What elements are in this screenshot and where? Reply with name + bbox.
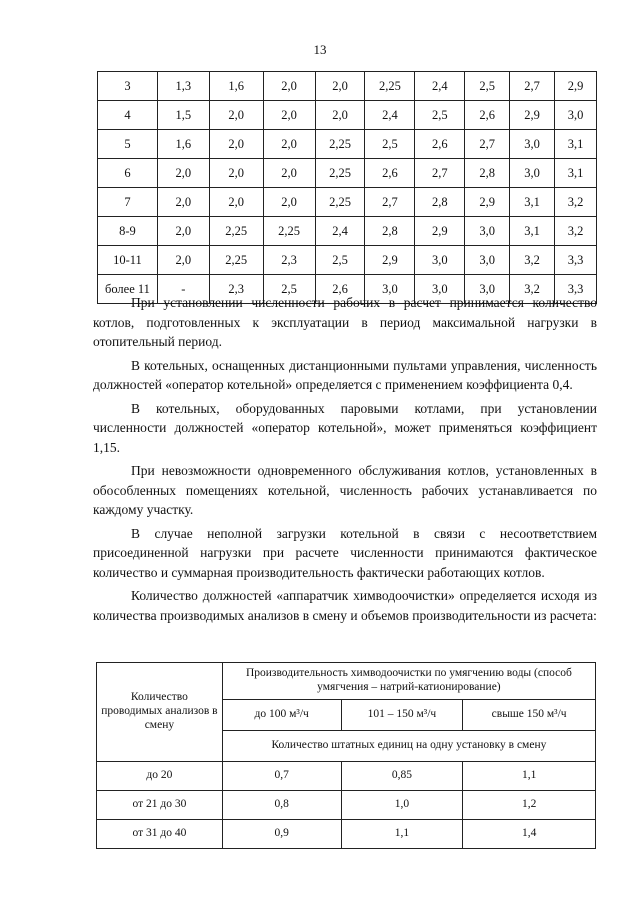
table-cell: 2,0 [209,159,263,188]
table-row [98,130,597,159]
table-cell: 1,5 [157,101,209,130]
table-cell: 2,4 [415,72,465,101]
table-cell: 2,9 [415,217,465,246]
table-cell: 2,4 [315,217,365,246]
table-cell: 2,5 [465,72,510,101]
table-cell: 2,0 [157,188,209,217]
table-cell: от 31 до 40 [97,820,223,849]
group-header-cell: Производительность химводоочистки по умягчению воды (способ умягчения – натрий-катионирование) [222,663,595,700]
table-cell: 2,0 [263,72,315,101]
table-cell: 3,0 [415,246,465,275]
table-cell: 2,5 [415,101,465,130]
table-row [98,246,597,275]
table-row [97,791,596,820]
table-cell: 3,0 [365,275,415,304]
table-row [98,217,597,246]
table-cell: 1,1 [341,820,463,849]
table-row [98,101,597,130]
table-cell: 2,8 [465,159,510,188]
page-number: 13 [313,42,327,57]
table-cell: 1,2 [463,791,596,820]
table-cell: 2,5 [365,130,415,159]
table-cell: 2,8 [415,188,465,217]
table-cell: 2,0 [157,217,209,246]
table-row [97,762,596,791]
table-cell: 3 [98,72,158,101]
table-cell: - [157,275,209,304]
table-cell: 2,0 [209,188,263,217]
water-treatment-table [96,662,596,849]
table-cell: 3,0 [465,275,510,304]
table-cell: 3,1 [555,159,597,188]
table-cell: 2,5 [263,275,315,304]
table-cell: 3,0 [415,275,465,304]
table-cell: 2,6 [315,275,365,304]
table-cell: 2,6 [415,130,465,159]
table-cell: 3,1 [555,130,597,159]
paragraph: Количество должностей «аппаратчик химводоочистки» определяется исходя из количества производимых анализов в смену и объемов производительности из расчета: [93,588,597,623]
table-cell: 0,85 [341,762,463,791]
table-cell: 2,7 [465,130,510,159]
table-cell: 3,3 [555,246,597,275]
sub-header-cell: до 100 м³/ч [222,700,341,731]
table-cell: 2,5 [315,246,365,275]
table-row [97,820,596,849]
table-cell: 0,7 [222,762,341,791]
row-header-cell: Количество проводимых анализов в смену [97,663,223,762]
sub-header-cell: свыше 150 м³/ч [463,700,596,731]
table-cell: 2,0 [209,101,263,130]
paragraph: При установлении численности рабочих в расчет принимается количество котлов, подготовленных к эксплуатации в период максимальной нагрузки в отопительный период. [93,295,597,349]
table-cell: 7 [98,188,158,217]
table-cell: 3,2 [510,246,555,275]
table-cell: 0,8 [222,791,341,820]
table-cell: 3,0 [465,246,510,275]
table-cell: 2,25 [209,246,263,275]
table-cell: 2,0 [315,72,365,101]
table-cell: 2,0 [263,188,315,217]
water-treatment-table-body [97,663,596,849]
paragraph: При невозможности одновременного обслуживания котлов, установленных в обособленных помещениях котельной, численность рабочих устанавливается по каждому участку. [93,463,597,517]
table-cell: 2,0 [263,159,315,188]
table-cell: 3,2 [555,217,597,246]
table-cell: 2,25 [263,217,315,246]
table-cell: 3,0 [510,159,555,188]
table-cell: 2,0 [263,101,315,130]
paragraph: В котельных, оснащенных дистанционными пультами управления, численность должностей «оператор котельной» определяется с применением коэффициента 0,4. [93,357,597,392]
table-cell: 3,0 [555,101,597,130]
table-cell: 2,6 [465,101,510,130]
table-cell: 2,0 [157,159,209,188]
table-cell: более 11 [98,275,158,304]
table-cell: 2,7 [365,188,415,217]
sub-header-cell: 101 – 150 м³/ч [341,700,463,731]
table-cell: 2,7 [415,159,465,188]
table-cell: 2,8 [365,217,415,246]
table-row [97,663,596,700]
table-cell: 10-11 [98,246,158,275]
table-cell: 8-9 [98,217,158,246]
table-cell: 2,7 [510,72,555,101]
table-cell: 2,0 [263,130,315,159]
table-cell: 3,3 [555,275,597,304]
table-row [98,159,597,188]
table-cell: 3,1 [510,188,555,217]
table-cell: 2,0 [209,130,263,159]
table-cell: 2,9 [555,72,597,101]
paragraph: В случае неполной загрузки котельной в связи с несоответствием присоединенной нагрузки при расчете численности принимаются фактическое количество и суммарная производительность фактически работающих котлов. [93,525,597,580]
table-cell: 4 [98,101,158,130]
table-cell: 0,9 [222,820,341,849]
table-cell: 2,3 [209,275,263,304]
table-cell: 2,4 [365,101,415,130]
coefficient-table [97,71,597,304]
table-cell: 1,6 [157,130,209,159]
table-cell: 1,1 [463,762,596,791]
table-cell: 6 [98,159,158,188]
table-cell: от 21 до 30 [97,791,223,820]
coefficient-table-body [98,72,597,304]
table-cell: 2,25 [365,72,415,101]
table-cell: 1,0 [341,791,463,820]
table-cell: 2,25 [209,217,263,246]
paragraph: В котельных, оборудованных паровыми котлами, при установлении численности должностей «оператор котельной», может применяться коэффициент 1,15. [93,400,597,455]
table-cell: 3,0 [510,130,555,159]
table-cell: 1,3 [157,72,209,101]
table-cell: 2,9 [510,101,555,130]
table-cell: 1,4 [463,820,596,849]
table-cell: 1,6 [209,72,263,101]
table-row [98,188,597,217]
table-cell: 3,1 [510,217,555,246]
table-cell: 2,0 [315,101,365,130]
table-cell: до 20 [97,762,223,791]
body-text [93,293,597,625]
table-row [98,72,597,101]
table-cell: 3,2 [555,188,597,217]
unit-header-cell: Количество штатных единиц на одну установку в смену [222,731,595,762]
table-cell: 2,6 [365,159,415,188]
table-cell: 2,9 [365,246,415,275]
table-cell: 2,25 [315,130,365,159]
table-cell: 2,25 [315,159,365,188]
table-cell: 2,0 [157,246,209,275]
table-cell: 5 [98,130,158,159]
table-cell: 3,2 [510,275,555,304]
table-cell: 2,25 [315,188,365,217]
table-cell: 2,9 [465,188,510,217]
table-cell: 3,0 [465,217,510,246]
table-cell: 2,3 [263,246,315,275]
